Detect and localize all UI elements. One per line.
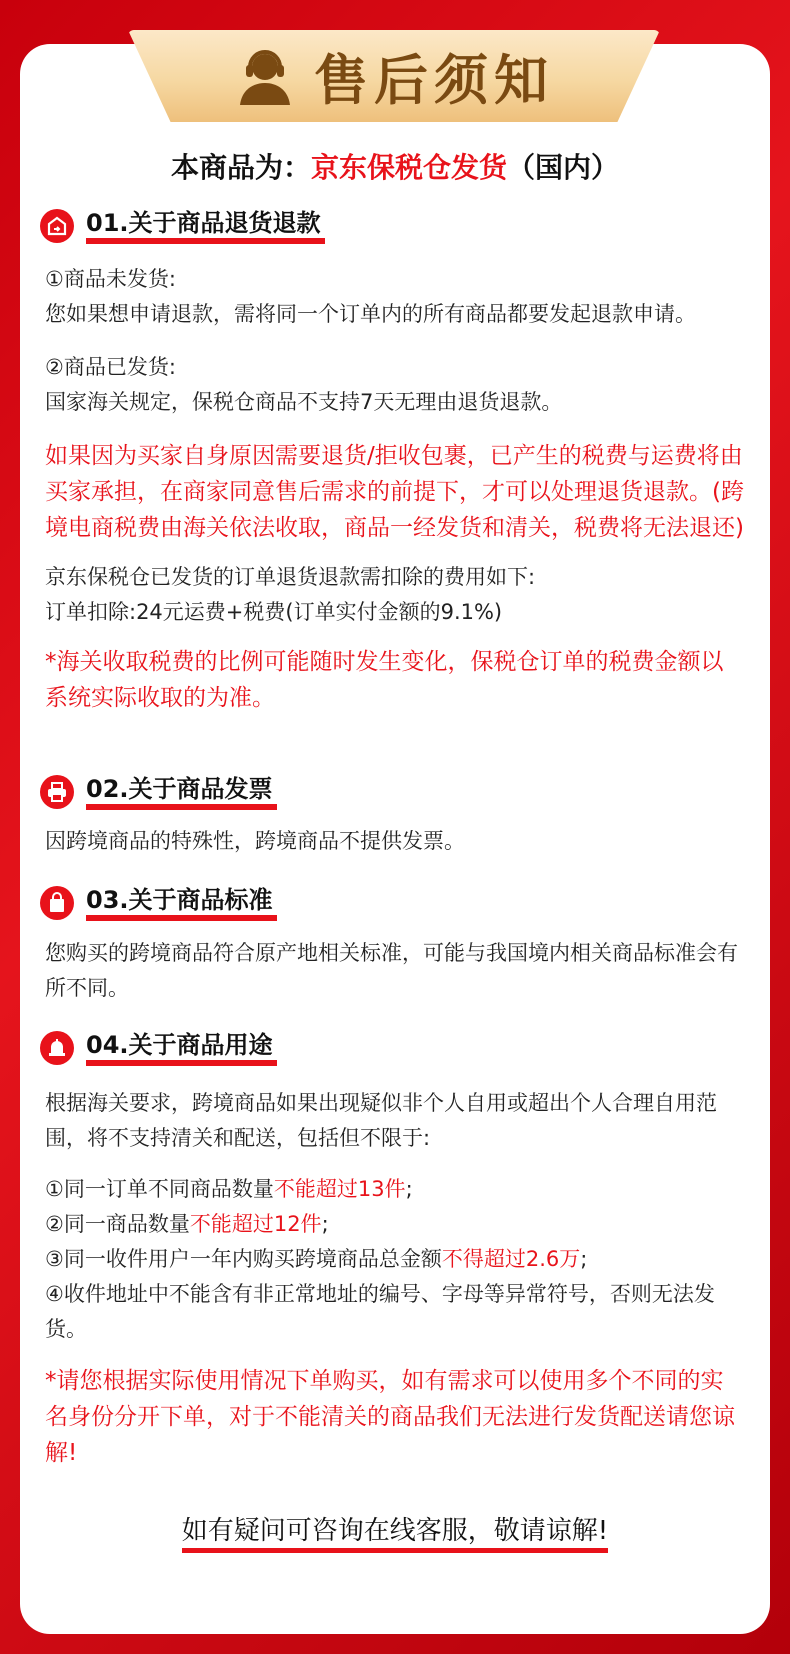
section-title: 04.关于商品用途 bbox=[86, 1030, 277, 1066]
return-box-icon bbox=[40, 209, 74, 243]
fee-intro: 京东保税仓已发货的订单退货退款需扣除的费用如下: bbox=[45, 565, 536, 589]
section-title: 01.关于商品退货退款 bbox=[86, 208, 325, 244]
not-shipped-label: ①商品未发货: bbox=[45, 267, 176, 291]
not-shipped-text: 您如果想申请退款，需将同一个订单内的所有商品都要发起退款申请。 bbox=[45, 302, 696, 326]
customer-service-icon bbox=[234, 45, 296, 107]
product-origin-prefix: 本商品为： bbox=[170, 151, 311, 184]
section-heading-invoice bbox=[40, 774, 277, 810]
printer-icon bbox=[40, 775, 74, 809]
shopping-bag-icon bbox=[40, 886, 74, 920]
shipped-text: 国家海关规定，保税仓商品不支持7天无理由退货退款。 bbox=[45, 390, 563, 414]
standard-text: 您购买的跨境商品符合原产地相关标准，可能与我国境内相关商品标准会有所不同。 bbox=[45, 941, 738, 1000]
product-origin-line bbox=[0, 146, 790, 186]
usage-rule: ③同一收件用户一年内购买跨境商品总金额不得超过2.6万; bbox=[45, 1247, 588, 1271]
fee-detail: 订单扣除:24元运费+税费(订单实付金额的9.1%) bbox=[45, 600, 503, 624]
usage-rule: ②同一商品数量不能超过12件; bbox=[45, 1212, 329, 1236]
tax-note: *海关收取税费的比例可能随时发生变化，保税仓订单的税费金额以系统实际收取的为准。 bbox=[45, 649, 724, 711]
header-banner-content bbox=[128, 30, 660, 122]
section-body-returns bbox=[45, 262, 745, 716]
shipped-label: ②商品已发货: bbox=[45, 355, 176, 379]
product-origin-suffix: （国内） bbox=[507, 151, 620, 184]
usage-note: *请您根据实际使用情况下单购买，如有需求可以使用多个不同的实名身份分开下单，对于不能清关的商品我们无法进行发货配送请您谅解! bbox=[45, 1368, 735, 1466]
section-title: 02.关于商品发票 bbox=[86, 774, 277, 810]
section-body-standard bbox=[45, 936, 745, 1006]
footer-notice bbox=[0, 1510, 790, 1547]
usage-rules bbox=[45, 1172, 745, 1347]
usage-rule: ④收件地址中不能含有非正常地址的编号、字母等异常符号，否则无法发货。 bbox=[45, 1282, 715, 1341]
usage-rule: ①同一订单不同商品数量不能超过13件; bbox=[45, 1177, 413, 1201]
returns-warning: 如果因为买家自身原因需要退货/拒收包裹，已产生的税费与运费将由买家承担，在商家同意售后需求的前提下，才可以处理退货退款。(跨境电商税费由海关依法收取，商品一经发货和清关，税费将无法退还) bbox=[45, 443, 744, 541]
section-body-invoice bbox=[45, 824, 745, 859]
usage-intro: 根据海关要求，跨境商品如果出现疑似非个人自用或超出个人合理自用范围，将不支持清关和配送，包括但不限于: bbox=[45, 1091, 717, 1150]
footer-text: 如有疑问可咨询在线客服，敬请谅解! bbox=[182, 1516, 608, 1553]
section-heading-usage bbox=[40, 1030, 277, 1066]
section-body-usage bbox=[45, 1086, 745, 1471]
section-title: 03.关于商品标准 bbox=[86, 885, 277, 921]
invoice-text: 因跨境商品的特殊性，跨境商品不提供发票。 bbox=[45, 829, 465, 853]
alarm-bell-icon bbox=[40, 1031, 74, 1065]
product-origin-warehouse: 京东保税仓发货 bbox=[310, 151, 507, 184]
section-heading-returns bbox=[40, 208, 325, 244]
section-heading-standard bbox=[40, 885, 277, 921]
page-title: 售后须知 bbox=[314, 48, 554, 112]
